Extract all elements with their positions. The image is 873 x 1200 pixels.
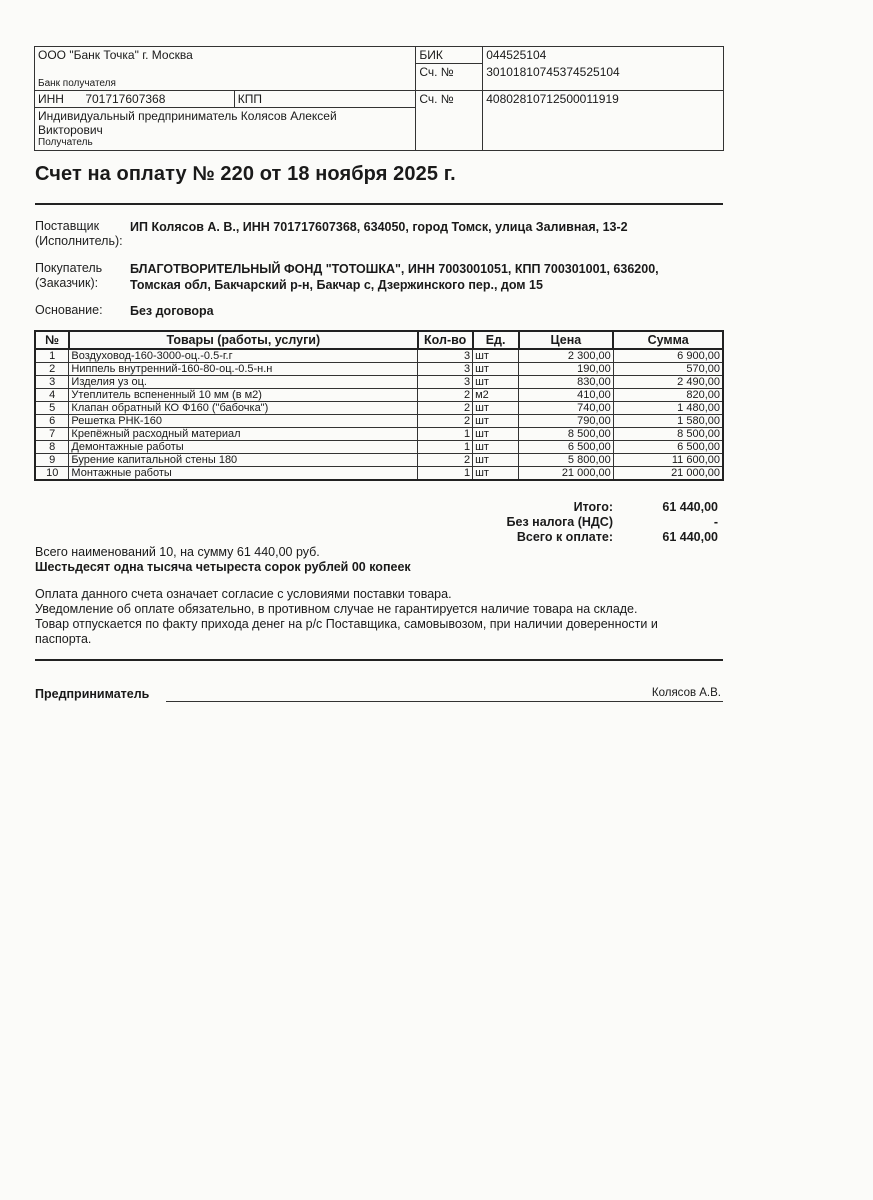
row-sum: 8 500,00 xyxy=(613,428,723,441)
row-number: 3 xyxy=(35,376,69,389)
due-value: 61 440,00 xyxy=(662,530,718,544)
account-value: 40802810712500011919 xyxy=(483,91,724,151)
basis-value: Без договора xyxy=(130,304,214,318)
row-item: Ниппель внутренний-160-80-оц.-0.5-н.н xyxy=(69,363,418,376)
row-unit: шт xyxy=(473,441,519,454)
inn-cell xyxy=(35,91,235,108)
row-quantity: 3 xyxy=(418,349,473,363)
row-sum: 21 000,00 xyxy=(613,467,723,481)
row-quantity: 2 xyxy=(418,389,473,402)
invoice-title: Счет на оплату № 220 от 18 ноября 2025 г. xyxy=(35,163,456,185)
row-unit: шт xyxy=(473,454,519,467)
row-unit: шт xyxy=(473,376,519,389)
row-price: 190,00 xyxy=(519,363,614,376)
row-sum: 6 900,00 xyxy=(613,349,723,363)
row-number: 2 xyxy=(35,363,69,376)
recipient-line2: Викторович xyxy=(38,123,103,137)
signature-label: Предприниматель xyxy=(35,687,150,701)
row-unit: шт xyxy=(473,363,519,376)
header-sum: Сумма xyxy=(613,331,723,349)
buyer-sublabel: (Заказчик): xyxy=(35,276,99,290)
items-table xyxy=(34,330,724,481)
table-row xyxy=(35,415,723,428)
row-price: 6 500,00 xyxy=(519,441,614,454)
buyer-value-line2: Томская обл, Бакчарский р-н, Бакчар с, Дзержинского пер., дом 15 xyxy=(130,278,543,292)
account-label: Сч. № xyxy=(416,91,483,151)
header-goods: Товары (работы, услуги) xyxy=(69,331,418,349)
payment-notes xyxy=(35,587,695,647)
row-price: 740,00 xyxy=(519,402,614,415)
row-item: Бурение капитальной стены 180 xyxy=(69,454,418,467)
buyer-label: Покупатель xyxy=(35,261,103,275)
vat-label: Без налога (НДС) xyxy=(506,515,613,529)
recipient-label: Получатель xyxy=(38,137,93,148)
totals-block xyxy=(507,500,718,545)
summary-count: Всего наименований 10, на сумму 61 440,00 руб. xyxy=(35,545,320,559)
bik-value: 044525104 xyxy=(483,47,724,64)
note-line: паспорта. xyxy=(35,632,92,646)
row-unit: шт xyxy=(473,349,519,363)
note-line: Товар отпускается по факту прихода денег на р/с Поставщика, самовывозом, при наличии доверенности и xyxy=(35,617,658,631)
row-sum: 6 500,00 xyxy=(613,441,723,454)
row-number: 1 xyxy=(35,349,69,363)
row-price: 5 800,00 xyxy=(519,454,614,467)
row-quantity: 1 xyxy=(418,467,473,481)
row-item: Клапан обратный КО Ф160 ("бабочка") xyxy=(69,402,418,415)
row-quantity: 2 xyxy=(418,454,473,467)
items-header-row xyxy=(35,331,723,349)
row-sum: 570,00 xyxy=(613,363,723,376)
row-quantity: 2 xyxy=(418,402,473,415)
row-sum: 11 600,00 xyxy=(613,454,723,467)
bank-label: Банк получателя xyxy=(38,78,116,89)
row-number: 4 xyxy=(35,389,69,402)
header-number: № xyxy=(35,331,69,349)
row-sum: 2 490,00 xyxy=(613,376,723,389)
row-sum: 1 480,00 xyxy=(613,402,723,415)
buyer-value-line1: БЛАГОТВОРИТЕЛЬНЫЙ ФОНД "ТОТОШКА", ИНН 7003001051, КПП 700301001, 636200, xyxy=(130,262,659,276)
vat-value: - xyxy=(713,515,718,529)
row-number: 9 xyxy=(35,454,69,467)
table-row xyxy=(35,402,723,415)
header-price: Цена xyxy=(519,331,614,349)
supplier-label: Поставщик xyxy=(35,219,100,233)
row-number: 5 xyxy=(35,402,69,415)
recipient-line1: Индивидуальный предприниматель Колясов Алексей xyxy=(38,109,337,123)
title-divider xyxy=(35,203,723,205)
row-price: 21 000,00 xyxy=(519,467,614,481)
inn-label: ИНН xyxy=(38,92,64,106)
row-number: 7 xyxy=(35,428,69,441)
header-quantity: Кол-во xyxy=(418,331,473,349)
basis-label: Основание: xyxy=(35,303,103,317)
bank-details-table xyxy=(34,46,724,151)
row-item: Воздуховод-160-3000-оц.-0.5-г.г xyxy=(69,349,418,363)
note-line: Оплата данного счета означает согласие с условиями поставки товара. xyxy=(35,587,452,601)
row-price: 830,00 xyxy=(519,376,614,389)
row-quantity: 3 xyxy=(418,363,473,376)
table-row xyxy=(35,454,723,467)
row-quantity: 2 xyxy=(418,415,473,428)
row-number: 8 xyxy=(35,441,69,454)
recipient-cell xyxy=(35,108,416,151)
row-unit: шт xyxy=(473,428,519,441)
signature-line xyxy=(166,701,723,702)
row-number: 6 xyxy=(35,415,69,428)
table-row xyxy=(35,349,723,363)
row-item: Демонтажные работы xyxy=(69,441,418,454)
row-sum: 820,00 xyxy=(613,389,723,402)
supplier-value: ИП Колясов А. В., ИНН 701717607368, 634050, город Томск, улица Заливная, 13-2 xyxy=(130,220,628,234)
bank-name: ООО "Банк Точка" г. Москва xyxy=(38,48,193,62)
inn-value: 701717607368 xyxy=(85,92,166,106)
summary-words: Шестьдесят одна тысяча четыреста сорок рублей 00 копеек xyxy=(35,560,411,574)
row-item: Монтажные работы xyxy=(69,467,418,481)
row-item: Изделия уз оц. xyxy=(69,376,418,389)
table-row xyxy=(35,389,723,402)
notes-divider xyxy=(35,659,723,661)
note-line: Уведомление об оплате обязательно, в противном случае не гарантируется наличие товара на складе. xyxy=(35,602,638,616)
bik-label: БИК xyxy=(416,47,483,64)
row-unit: шт xyxy=(473,467,519,481)
row-price: 410,00 xyxy=(519,389,614,402)
row-item: Крепёжный расходный материал xyxy=(69,428,418,441)
corr-account-value: 30101810745374525104 xyxy=(483,64,724,91)
row-item: Утеплитель вспененный 10 мм (в м2) xyxy=(69,389,418,402)
kpp-label: КПП xyxy=(234,91,416,108)
table-row xyxy=(35,428,723,441)
supplier-sublabel: (Исполнитель): xyxy=(35,234,123,248)
row-quantity: 3 xyxy=(418,376,473,389)
supplier-block xyxy=(35,219,628,249)
row-price: 790,00 xyxy=(519,415,614,428)
corr-account-label: Сч. № xyxy=(416,64,483,91)
row-number: 10 xyxy=(35,467,69,481)
table-row xyxy=(35,467,723,481)
row-unit: шт xyxy=(473,402,519,415)
row-quantity: 1 xyxy=(418,441,473,454)
row-sum: 1 580,00 xyxy=(613,415,723,428)
table-row xyxy=(35,363,723,376)
header-unit: Ед. xyxy=(473,331,519,349)
table-row xyxy=(35,441,723,454)
bank-name-cell xyxy=(35,47,416,91)
table-row xyxy=(35,376,723,389)
row-price: 8 500,00 xyxy=(519,428,614,441)
row-quantity: 1 xyxy=(418,428,473,441)
total-value: 61 440,00 xyxy=(662,500,718,514)
row-item: Решетка РНК-160 xyxy=(69,415,418,428)
due-label: Всего к оплате: xyxy=(516,530,613,544)
row-price: 2 300,00 xyxy=(519,349,614,363)
row-unit: шт xyxy=(473,415,519,428)
signature-name: Колясов А.В. xyxy=(651,687,721,699)
buyer-block xyxy=(35,261,659,293)
row-unit: м2 xyxy=(473,389,519,402)
basis-block xyxy=(35,303,214,319)
total-label: Итого: xyxy=(573,500,613,514)
